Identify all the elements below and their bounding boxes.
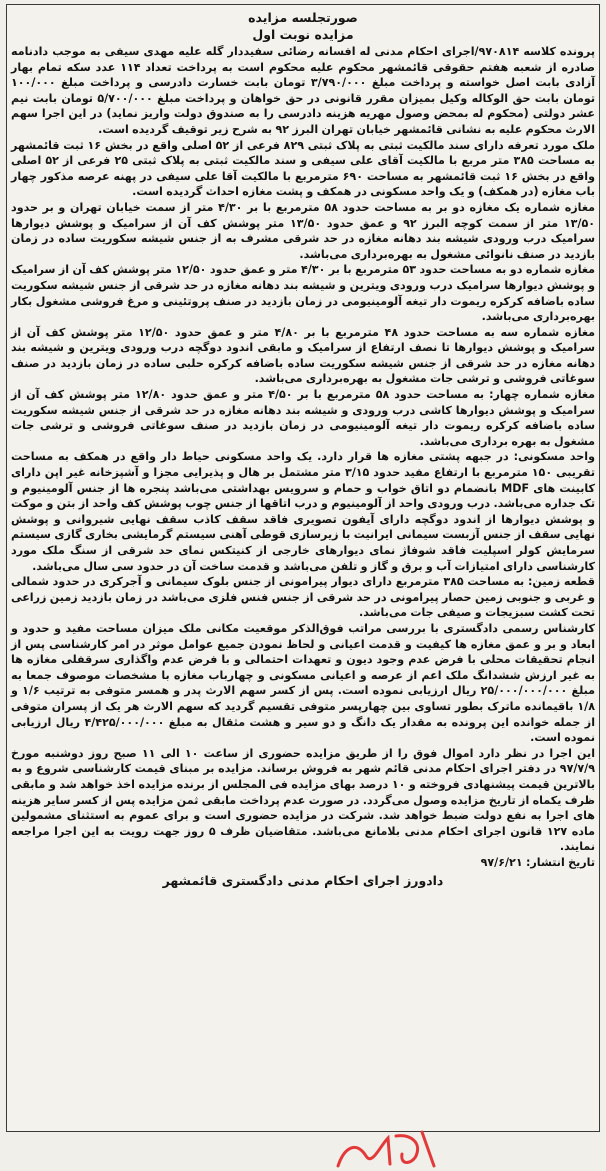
paragraph-shop-four: مغازه شماره چهار: به مساحت حدود ۵۸ مترمربع با بر ۴/۵۰ متر و عمق حدود ۱۲/۸۰ متر پوشش کف آن از سرامیک و پوشش دیوارها کاشی درب ورودی و شیشه بند دهانه مغازه در حد شرقی از جنس شیشه سکوریت ساده باضافه کرکره ریموت دار تیغه آلومینیومی در زمان بازدید در صنف سوغاتی فروشی و ترشی جات مشغول به بهره برداری می‌باشد. — [11, 388, 595, 448]
paragraph-residential-unit: واحد مسکونی: در جبهه پشتی مغازه ها قرار دارد. یک واحد مسکونی حیاط دار واقع در همکف به مساحت تقریبی ۱۵۰ مترمربع با ارتفاع مفید حدود ۳/۱۵ متر مشتمل بر هال و پذیرایی مجزا و آشپزخانه غیر اپن دارای کابینت های MDF بانضمام دو اتاق خواب و حمام و سرویس بهداشتی می‌باشد پنجره ها از جنس آلومینیوم و تک جداره می‌باشد. درب ورودی واحد از آلومینیوم و درب اتاقها از جنس چوب پوشش کف واحد از بتن و موکت و پوشش دیوارها از اندود دوگچه دارای آیفون تصویری فاقد سقف کاذب سقف نهایی شیروانی و پوشش نهایی سقف از جنس آزبست سیمانی ایرانیت با زیرسازی قوطی آهنی سیستم گرمایشی بخاری گازی سیستم سرمایش کولر اسپلیت فاقد شوفاژ نمای دیوارهای خارجی از کنیتکس نمای حد شرقی از سنگ ملک مورد کارشناسی دارای امتیازات آب و برق و گاز و تلفن می‌باشد و قدمت ساخت آن در حدود سی سال می‌باشد. — [11, 450, 595, 573]
notice-subtitle: مزایده نوبت اول — [252, 27, 354, 42]
paragraph-shop-one: مغازه شماره یک مغازه دو بر به مساحت حدود ۵۸ مترمربع با بر ۴/۳۰ متر از سمت خیابان تهران و بر حدود ۱۳/۵۰ متر از سمت کوچه البرز ۹۲ و عمق حدود ۱۳/۵۰ متر پوشش کف آن از سرامیک و پوشش دیوارها سرامیک درب ورودی شیشه بند دهانه مغازه در حد شرقی مشرف به از جنس شیشه سکوریت ساده در زمان بازدید در صنف نانوائی مشغول به بهره‌برداری می‌باشد. — [11, 200, 596, 261]
paragraph-shop-two: مغازه شماره دو به مساحت حدود ۵۳ مترمربع با بر ۴/۳۰ متر و عمق حدود ۱۲/۵۰ متر پوشش کف آن از سرامیک و پوشش دیوارها سرامیک درب ورودی ویترین و شیشه بند دهانه مغازه در حد شرقی از جنس شیشه سکوریت ساده باضافه کرکره ریموت دار تیغه آلومینیومی در زمان بازدید در صنف پروتئینی و مرغ فروشی مشغول بکار بهره‌برداری می‌باشد. — [11, 263, 595, 324]
paragraph-case-summary: پرونده کلاسه ۹۷۰۸۱۴/اجرای احکام مدنی له افسانه رضائی سفیددار گله علیه مهدی سیفی به موجب دادنامه صادره از شعبه هفتم حقوقی قائمشهر محکوم علیه محکوم است به پرداخت تعداد ۱۱۴ عدد سکه تمام بهار آزادی بابت اصل خواسته و پرداخت مبلغ ۳/۷۹۰/۰۰۰ تومان بابت خسارت دادرسی و پرداخت مبلغ ۱۰۰/۰۰۰ تومان بابت حق الوکاله وکیل بمیزان مقرر قانونی در حق خواهان و پرداخت مبلغ ۵/۷۰۰/۰۰۰ تومان بابت نیم عشر دولتی (محکوم له بمحض وصول مهریه هزینه دادرسی را به صندوق دولت واریز نماید) در این اجرا سهم الارث محکوم علیه به نشانی قائمشهر خیابان تهران البرز ۹۲ به شرح زیر توقیف گردیده است. — [11, 45, 595, 136]
publication-date: تاریخ انتشار: ۹۷/۶/۲۱ — [480, 855, 595, 869]
paragraph-expert-valuation: کارشناس رسمی دادگستری با بررسی مراتب فوق‌الذکر موقعیت مکانی ملک میزان مساحت مفید و حدود و ابعاد و بر و عمق مغازه ها کیفیت و قدمت اعیانی و لحاظ نمودن جمیع عوامل موثر در امر کارشناسی پس از انجام تحقیقات محلی با فرض عدم وجود دیون و تعهدات احتمالی و با فرض عدم واگذاری سرقفلی مغازه ها به غیر ارزش ششدانگ ملک اعم از عرصه و اعیانی مسکونی و چهارباب مغازه با مشخصات موصوف جمعا به مبلغ ۲۵/۰۰۰/۰۰۰/۰۰۰ ریال ارزیابی نموده است. پس از کسر سهم الارث پدر و همسر متوفی به ترتیب ۱/۶ و ۱/۸ باقیمانده ماترک بطور تساوی بین چهارپسر متوفی تقسیم گردید که سهم الارث هر یک از پسران متوفی از جمله خوانده این پرونده به مقدار یک دانگ و دو سیر و هشت مثقال به مبلغ ۴/۴۲۵/۰۰۰/۰۰۰ ریال ارزیابی نموده است. — [11, 621, 596, 745]
signature-line: دادورز اجرای احکام مدنی دادگستری قائمشهر — [162, 873, 444, 889]
red-pen-mark — [330, 1126, 440, 1171]
paragraph-auction-terms: این اجرا در نظر دارد اموال فوق را از طریق مزایده حضوری از ساعت ۱۰ الی ۱۱ صبح روز دوشنبه مورخ ۹۷/۷/۹ در دفتر اجرای احکام مدنی قائم شهر به فروش برساند. مزایده بر مبنای قیمت کارشناسی شروع و به بالاترین قیمت پیشنهادی فروخته و ۱۰ درصد بهای مزایده فی المجلس از برنده مزایده اخذ خواهد شد و مابقی ظرف یکماه از تاریخ مزایده وصول می‌گردد. در صورت عدم پرداخت مابقی ثمن مزایده پس از کسر سایر هزینه های اجرا به نفع دولت ضبط خواهد شد. شرکت در مزایده حضوری است و برای عموم به استثنای مشمولین ماده ۱۲۷ قانون اجرای احکام مدنی بلامانع می‌باشد. متقاضیان ظرف ۵ روز جهت رویت به این اجرا مراجعه نمایند. — [11, 746, 595, 854]
paragraph-shop-three: مغازه شماره سه به مساحت حدود ۴۸ مترمربع با بر ۴/۸۰ متر و عمق حدود ۱۲/۵۰ متر پوشش کف آن از سرامیک و پوشش دیوارها تا نصف ارتفاع از سرامیک و مابقی اندود دوگچه درب ورودی ویترین و شیشه بند دهانه مغازه در حد شرقی از جنس شیشه سکوریت ساده باضافه کرکره حلبی ساده در زمان بازدید در صنف سوغاتی فروشی و ترشی جات مشغول به بهره‌برداری می‌باشد. — [11, 325, 595, 386]
notice-title: صورتجلسه مزایده — [248, 10, 358, 25]
notice-frame — [6, 4, 600, 1132]
paragraph-property-title: ملک مورد تعرفه دارای سند مالکیت ثبتی به پلاک ثبتی ۸۲۹ فرعی از ۵۲ اصلی واقع در بخش ۱۶ ثبت قائمشهر به مساحت ۳۸۵ متر مربع با مالکیت آقای علی سیفی و سند مالکیت ثبتی به پلاک ثبتی ۲۵ فرعی از ۵۲ اصلی واقع در بخش ۱۶ ثبت قائمشهر به مساحت ۶۹۰ مترمربع با مالکیت آقا علی سیفی در پهنه عرصه مذکور چهار باب مغازه (در همکف) و یک واحد مسکونی در همکف و پشت مغازه احداث گردیده است. — [11, 138, 596, 199]
paragraph-land-plot: قطعه زمین: به مساحت ۳۸۵ مترمربع دارای دیوار پیرامونی از جنس بلوک سیمانی و آجرکری در حدود شمالی و غربی و جنوبی زمین حصار پیرامونی در حد شرقی از جنس فنس فلزی می‌باشد در زمان بازدید زمین زراعی تحت کشت سبزیجات و صیفی جات می‌باشد. — [11, 575, 595, 620]
